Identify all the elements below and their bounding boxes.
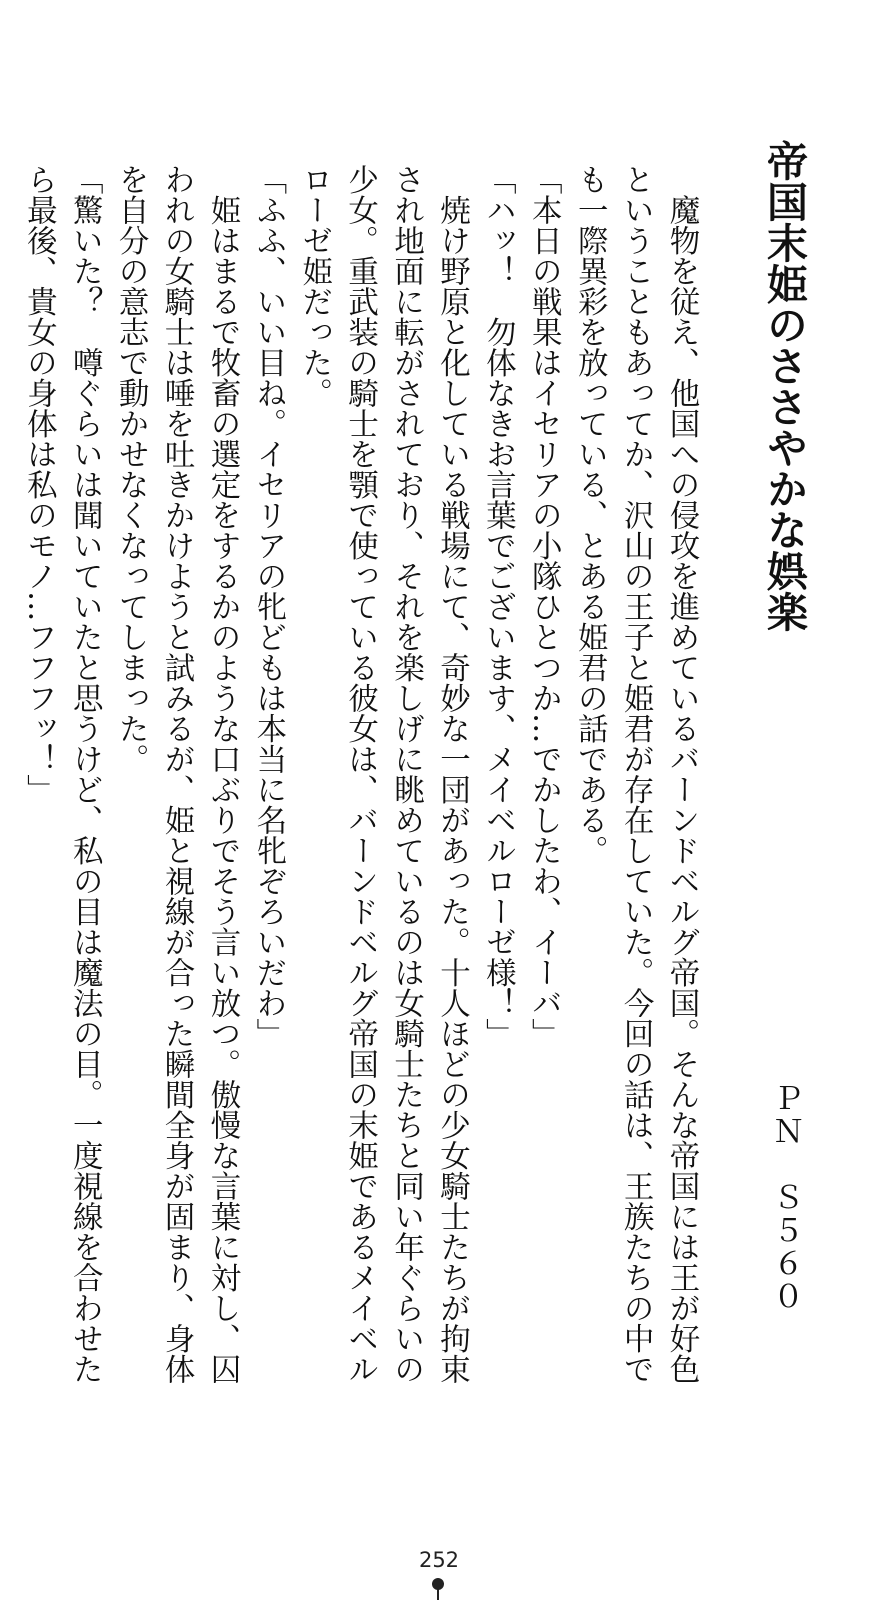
story-line: 「驚いた？ 噂ぐらいは聞いていたと思うけど、私の目は魔法の目。一度視線を合わせた — [67, 164, 103, 1384]
story-line: 焼け野原と化している戦場にて、奇妙な一団があった。十人ほどの少女騎士たちが拘束 — [434, 164, 470, 1384]
story-line: 「ハッ！ 勿体なきお言葉でございます、メイベルローゼ様！」 — [480, 164, 516, 1049]
story-line: われの女騎士は唾を吐きかけようと試みるが、姫と視線が合った瞬間全身が固まり、身体 — [159, 164, 195, 1384]
story-line: 「ふふ、いい目ね。イセリアの牝どもは本当に名牝ぞろいだわ」 — [250, 164, 286, 1049]
story-line: ら最後、貴女の身体は私のモノ…フフフッ！」 — [21, 164, 57, 805]
story-body — [15, 164, 704, 1384]
story-line: 魔物を従え、他国への侵攻を進めているバーンドベルグ帝国。そんな帝国には王が好色 — [664, 164, 699, 1384]
story-line: ということもあってか、沢山の王子と姫君が存在していた。今回の話は、王族たちの中で — [618, 164, 654, 1384]
story-title: 帝国末姫のささやかな娯楽 — [760, 140, 808, 632]
story-line: され地面に転がされており、それを楽しげに眺めているのは女騎士たちと同い年ぐらいの — [388, 164, 424, 1384]
story-line: 「本日の戦果はイセリアの小隊ひとつか…でかしたわ、イーバ」 — [526, 164, 562, 1049]
story-line: を自分の意志で動かせなくなってしまった。 — [113, 164, 149, 774]
story-line: 姫はまるで牧畜の選定をするかのような口ぶりでそう言い放つ。傲慢な言葉に対し、囚 — [204, 164, 240, 1384]
folio-stem-decoration — [437, 1588, 439, 1600]
author-pen-name: ＰＮ Ｓ５６０ — [767, 1082, 803, 1313]
story-line: も一際異彩を放っている、とある姫君の話である。 — [572, 164, 608, 866]
story-line: 少女。重武装の騎士を顎で使っている彼女は、バーンドベルグ帝国の末姫であるメイベル — [342, 164, 378, 1384]
story-line: ローゼ姫だった。 — [296, 164, 332, 408]
page-number: 252 — [418, 1548, 460, 1572]
